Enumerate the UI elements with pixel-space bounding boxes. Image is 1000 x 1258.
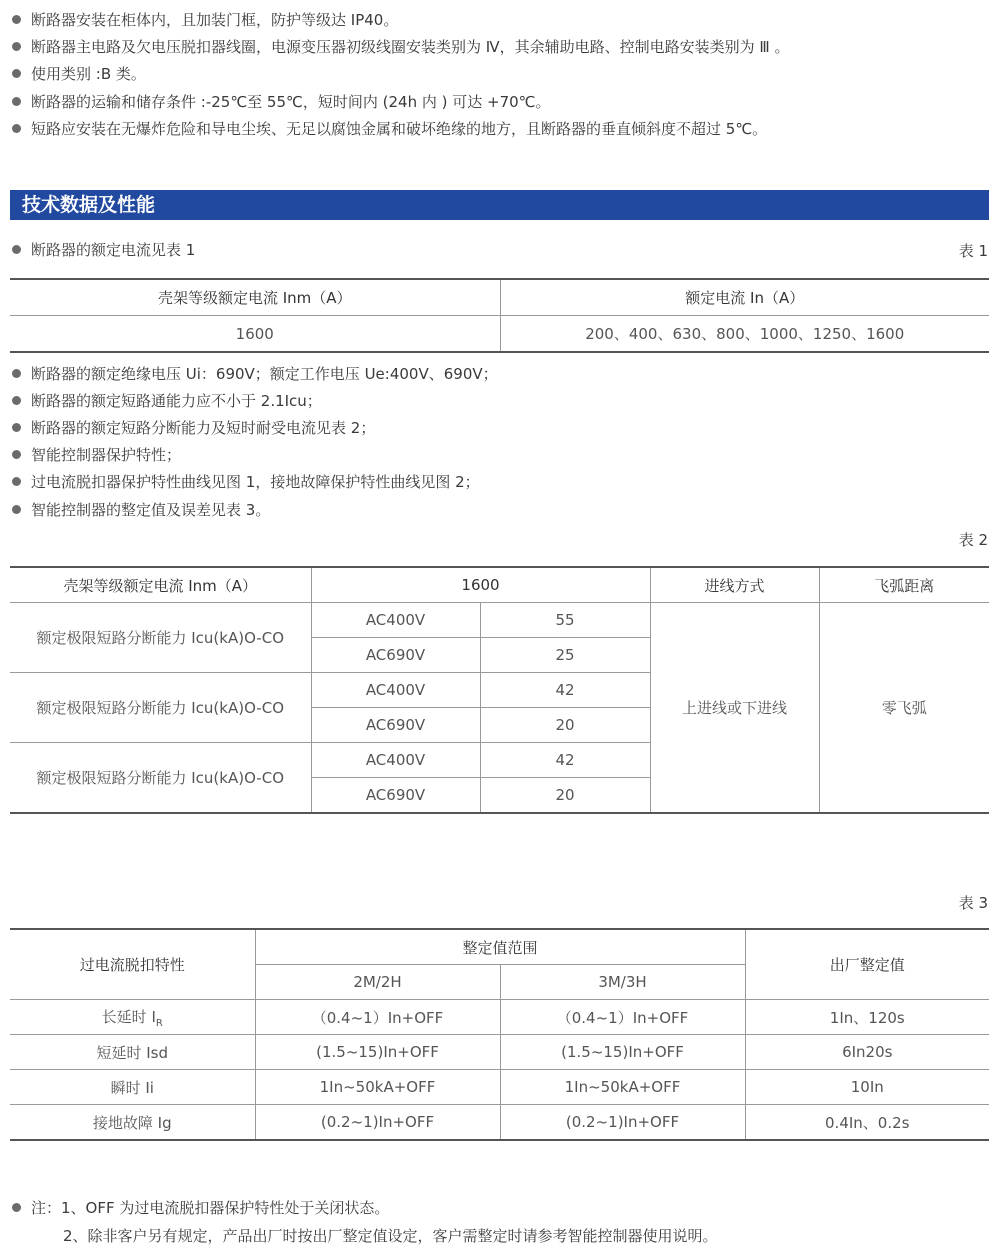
table-cell: 55 <box>480 603 650 638</box>
table-cell: （0.4~1）In+OFF <box>255 1000 500 1035</box>
bullet-icon <box>12 69 21 78</box>
intro-bullet-1: 断路器安装在柜体内，且加装门框，防护等级达 IP40。 <box>12 9 398 31</box>
table-cell: （0.4~1）In+OFF <box>500 1000 745 1035</box>
bullet-icon <box>12 42 21 51</box>
bullet-icon <box>12 505 21 514</box>
table-row <box>10 1070 989 1105</box>
table-cell: 10In <box>745 1070 989 1105</box>
bullet-icon <box>12 396 21 405</box>
table-cell: 瞬时 Ii <box>10 1070 255 1105</box>
bullet-icon <box>12 477 21 486</box>
bullet-icon <box>12 1203 21 1212</box>
table-row <box>10 1035 989 1070</box>
table-cell: (0.2~1)In+OFF <box>500 1105 745 1141</box>
table-cell: AC400V <box>311 673 480 708</box>
table-row <box>10 603 989 638</box>
table-cell: 42 <box>480 743 650 778</box>
table-header: 2M/2H <box>255 965 500 1000</box>
table-cell: 1In、120s <box>745 1000 989 1035</box>
table-header: 出厂整定值 <box>745 929 989 1000</box>
table-cell: AC690V <box>311 708 480 743</box>
table1-caption: 断路器的额定电流见表 1 <box>12 239 195 261</box>
table-header: 壳架等级额定电流 Inm（A） <box>10 567 311 603</box>
table-cell: (0.2~1)In+OFF <box>255 1105 500 1141</box>
table-cell: 长延时 $I_R$ <box>10 1000 255 1035</box>
table-header: 飞弧距离 <box>819 567 989 603</box>
table2-label: 表 2 <box>958 531 988 549</box>
table-cell: AC690V <box>311 638 480 673</box>
table-cell: 25 <box>480 638 650 673</box>
intro-bullet-3: 使用类别 :B 类。 <box>12 63 146 85</box>
table-cell: 短延时 Isd <box>10 1035 255 1070</box>
table-cell: (1.5~15)In+OFF <box>255 1035 500 1070</box>
table-cell: 零飞弧 <box>819 603 989 814</box>
table-cell: 接地故障 Ig <box>10 1105 255 1141</box>
table-cell: 1In~50kA+OFF <box>500 1070 745 1105</box>
table-cell: AC400V <box>311 603 480 638</box>
bullet-icon <box>12 124 21 133</box>
table-header: 进线方式 <box>650 567 819 603</box>
bullet-icon <box>12 245 21 254</box>
table-cell: 20 <box>480 708 650 743</box>
table-cell: (1.5~15)In+OFF <box>500 1035 745 1070</box>
table-cell: 额定极限短路分断能力 Icu(kA)O-CO <box>10 673 311 743</box>
bullet-icon <box>12 97 21 106</box>
section-title: 技术数据及性能 <box>10 190 989 220</box>
intro-bullet-5: 短路应安装在无爆炸危险和导电尘埃、无足以腐蚀金属和破坏绝缘的地方，且断路器的垂直倾斜度不超过 5℃。 <box>12 118 767 140</box>
table-cell: 额定极限短路分断能力 Icu(kA)O-CO <box>10 603 311 673</box>
table-cell: 20 <box>480 778 650 814</box>
table-cell: AC690V <box>311 778 480 814</box>
table-3 <box>10 928 989 1141</box>
note-1: 注：1、OFF 为过电流脱扣器保护特性处于关闭状态。 <box>12 1197 389 1219</box>
bullet-icon <box>12 423 21 432</box>
table-cell: 1600 <box>10 316 500 353</box>
table-row <box>10 316 989 353</box>
table-cell: 上进线或下进线 <box>650 603 819 814</box>
mid-bullet-3: 断路器的额定短路分断能力及短时耐受电流见表 2； <box>12 417 375 439</box>
table-cell: 1In~50kA+OFF <box>255 1070 500 1105</box>
table-header-row <box>10 279 989 316</box>
table1-label: 表 1 <box>958 242 988 260</box>
note-2: 2、除非客户另有规定，产品出厂时按出厂整定值设定，客户需整定时请参考智能控制器使用说明。 <box>63 1227 718 1245</box>
table-cell: 0.4In、0.2s <box>745 1105 989 1141</box>
table-header-row <box>10 929 989 965</box>
table-2 <box>10 566 989 814</box>
table-cell: 6In20s <box>745 1035 989 1070</box>
mid-bullet-2: 断路器的额定短路通能力应不小于 2.1Icu； <box>12 390 322 412</box>
mid-bullet-1: 断路器的额定绝缘电压 Ui：690V；额定工作电压 Ue:400V、690V； <box>12 363 498 385</box>
mid-bullet-6: 智能控制器的整定值及误差见表 3。 <box>12 499 270 521</box>
mid-bullet-4: 智能控制器保护特性； <box>12 444 181 466</box>
table-cell: 42 <box>480 673 650 708</box>
table-header: 3M/3H <box>500 965 745 1000</box>
bullet-icon <box>12 450 21 459</box>
table-header: 整定值范围 <box>255 929 745 965</box>
intro-bullet-2: 断路器主电路及欠电压脱扣器线圈，电源变压器初级线圈安装类别为 Ⅳ，其余辅助电路、控制电路安装类别为 Ⅲ 。 <box>12 36 790 58</box>
mid-bullet-5: 过电流脱扣器保护特性曲线见图 1，接地故障保护特性曲线见图 2； <box>12 471 480 493</box>
table-cell: 额定极限短路分断能力 Icu(kA)O-CO <box>10 743 311 814</box>
table-1 <box>10 278 989 353</box>
table-row <box>10 1000 989 1035</box>
bullet-icon <box>12 15 21 24</box>
table-cell: 200、400、630、800、1000、1250、1600 <box>500 316 989 353</box>
table-header: 壳架等级额定电流 Inm（A） <box>10 279 500 316</box>
table-header: 1600 <box>311 567 650 603</box>
table-header: 额定电流 In（A） <box>500 279 989 316</box>
table3-label: 表 3 <box>958 894 988 912</box>
table-cell: AC400V <box>311 743 480 778</box>
intro-bullet-4: 断路器的运输和储存条件 :-25℃至 55℃，短时间内 (24h 内 ) 可达 +70℃。 <box>12 91 551 113</box>
bullet-icon <box>12 369 21 378</box>
table-row <box>10 1105 989 1141</box>
table-header-row <box>10 567 989 603</box>
table-header: 过电流脱扣特性 <box>10 929 255 1000</box>
